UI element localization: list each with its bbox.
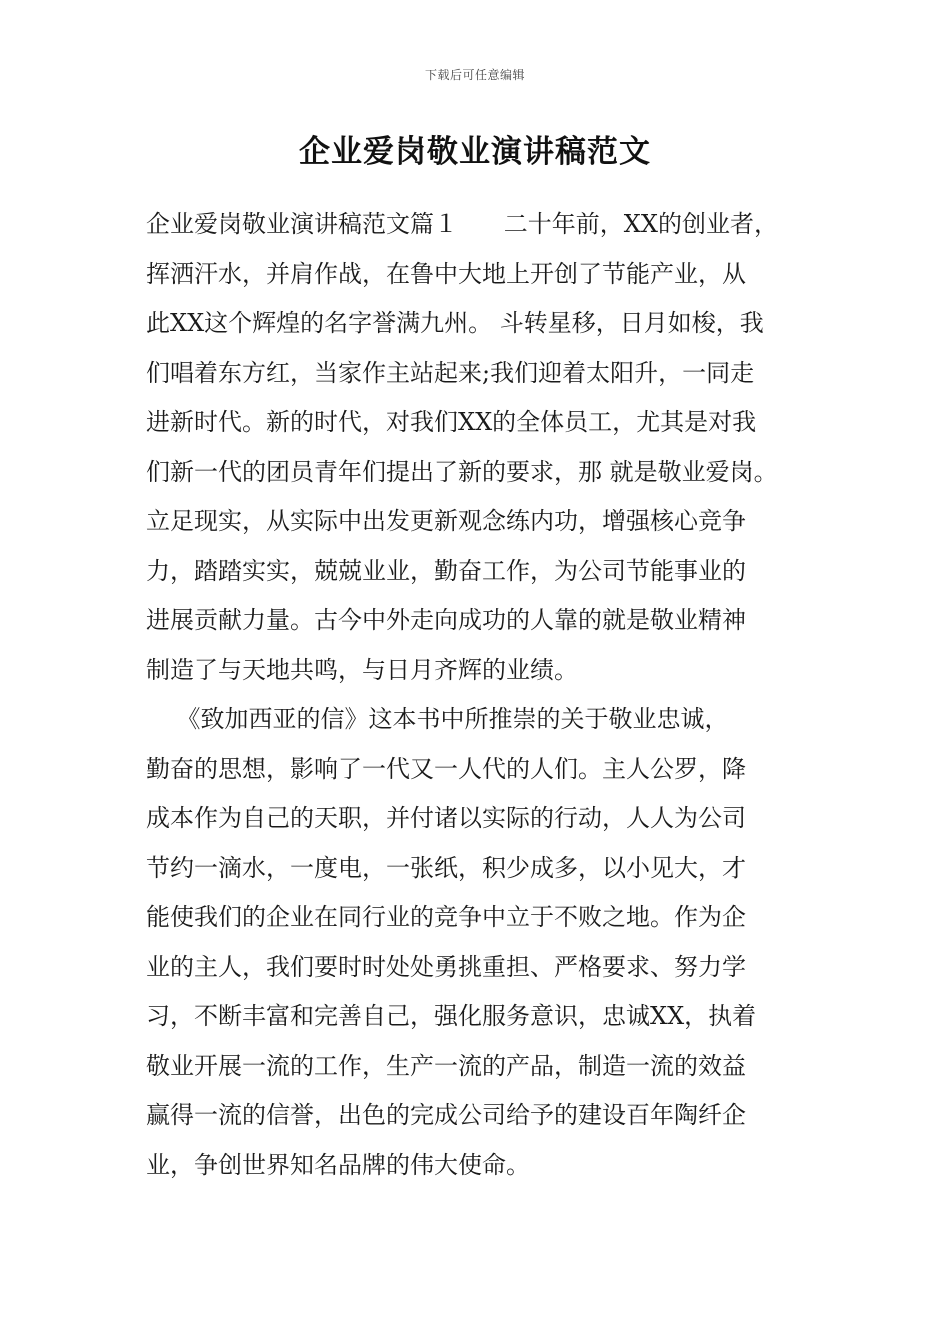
body-line: 能使我们的企业在同行业的竞争中立于不败之地。作为企 [146, 903, 746, 931]
body-line: 业，争创世界知名品牌的伟大使命。 [146, 1150, 530, 1179]
body-line: 制造了与天地共鸣，与日月齐辉的业绩。 [146, 655, 578, 684]
body-line: 《致加西亚的信》这本书中所推崇的关于敬业忠诚， [146, 705, 729, 733]
body-line: 敬业开展一流的工作，生产一流的产品，制造一流的效益 [146, 1051, 746, 1080]
body-line: 挥洒汗水，并肩作战，在鲁中大地上开创了节能产业，从 [146, 259, 746, 288]
body-line: 习，不断丰富和完善自己，强化服务意识，忠诚XX，执着 [146, 1002, 757, 1030]
header-note: 下载后可任意编辑 [424, 68, 525, 82]
body-line: 进展贡献力量。古今中外走向成功的人靠的就是敬业精神 [146, 606, 746, 634]
body-line: 勤奋的思想，影响了一代又一人代的人们。主人公罗，降 [146, 754, 746, 783]
body-line: 进新时代。新的时代，对我们XX的全体员工，尤其是对我 [146, 408, 757, 436]
body-line: 此XX这个辉煌的名字誉满九州。 斗转星移，日月如梭，我 [146, 309, 764, 337]
body-line: 们新一代的团员青年们提出了新的要求，那 就是敬业爱岗。 [146, 457, 778, 486]
document-title: 企业爱岗敬业演讲稿范文 [299, 134, 651, 170]
body-line: 赢得一流的信誉，出色的完成公司给予的建设百年陶纤企 [146, 1101, 746, 1129]
body-line: 们唱着东方红，当家作主站起来;我们迎着太阳升，一同走 [146, 358, 755, 387]
body-line: 成本作为自己的天职，并付诸以实际的行动，人人为公司 [146, 804, 746, 832]
body-line: 力，踏踏实实，兢兢业业，勤奋工作，为公司节能事业的 [146, 556, 746, 585]
body-line: 节约一滴水，一度电，一张纸，积少成多，以小见大，才 [146, 853, 746, 882]
body-line: 业的主人，我们要时时处处勇挑重担、严格要求、努力学 [146, 952, 746, 981]
body-line: 立足现实，从实际中出发更新观念练内功，增强核心竞争 [146, 507, 746, 535]
body-line: 企业爱岗敬业演讲稿范文篇１ 二十年前，XX的创业者， [146, 210, 778, 238]
document-body [146, 200, 836, 1190]
